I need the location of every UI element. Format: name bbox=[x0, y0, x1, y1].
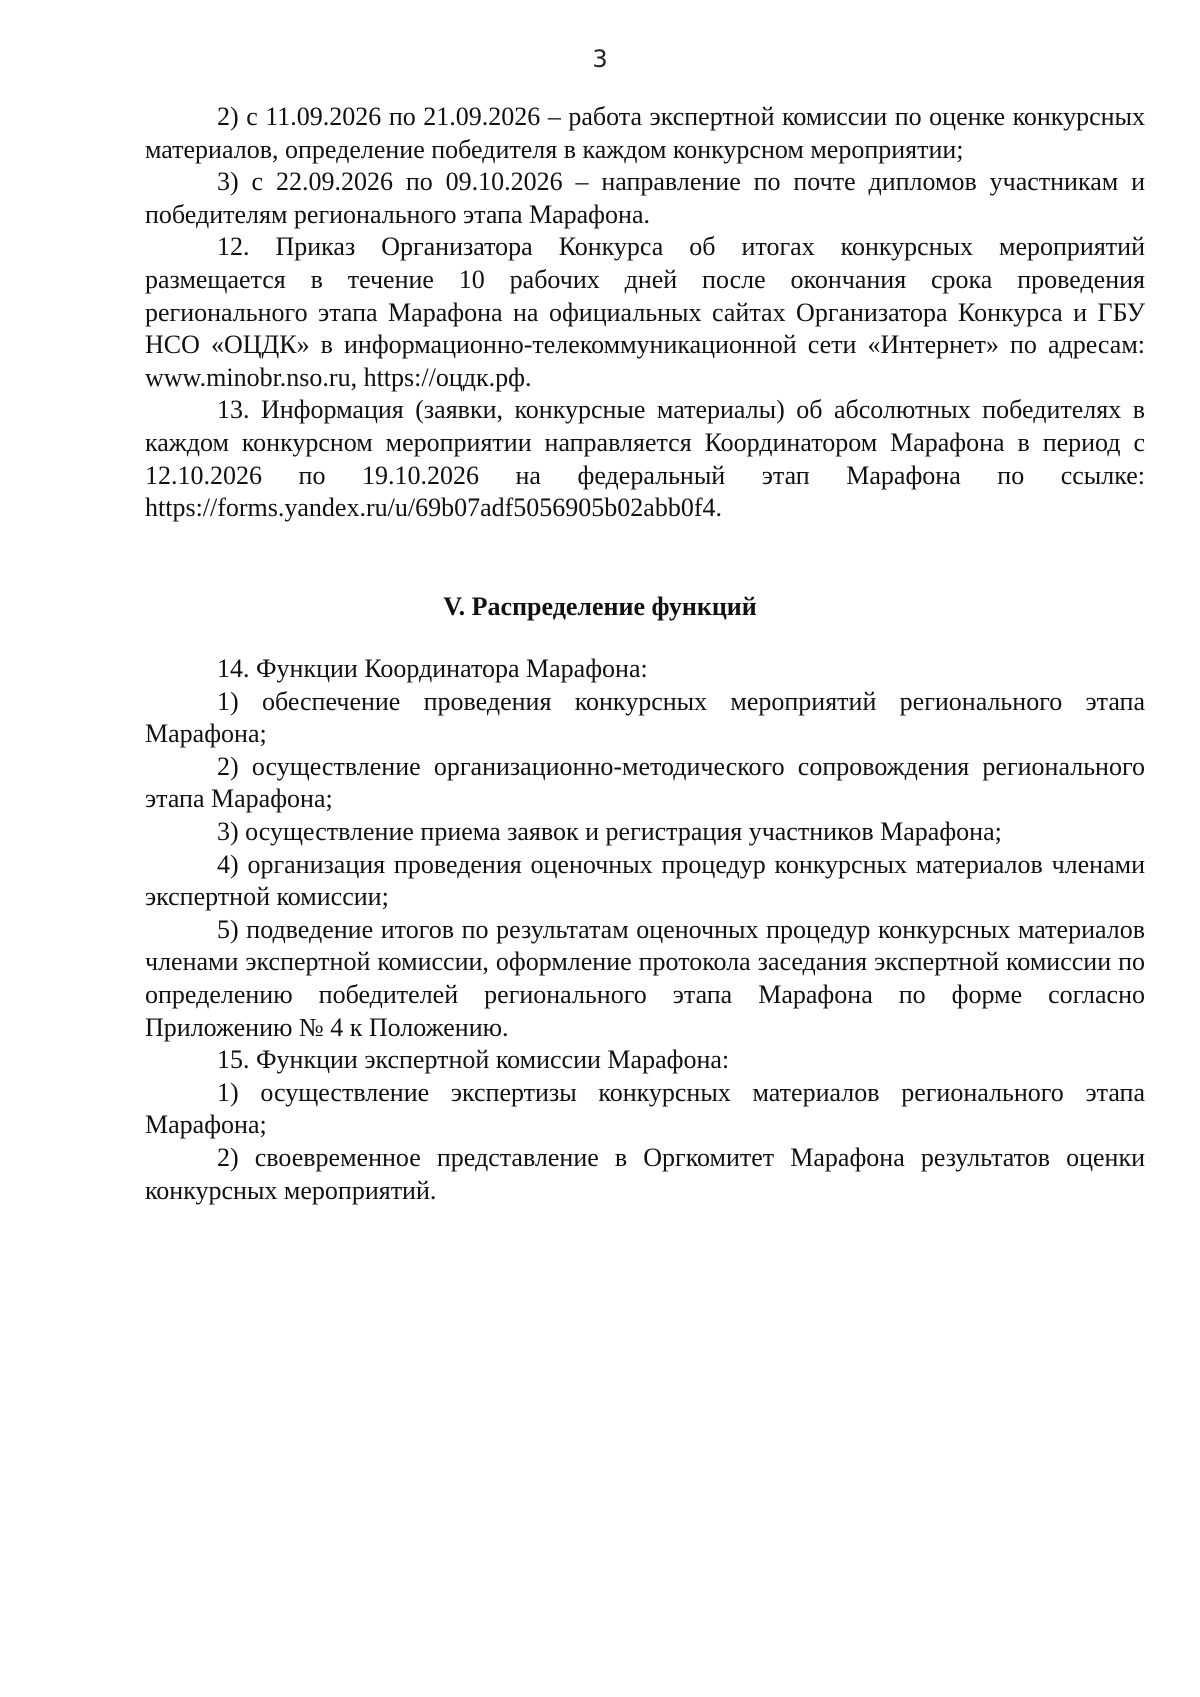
coordinator-function-5: 5) подведение итогов по результатам оценочных процедур конкурсных материалов членами экспертной комиссии, оформление протокола заседания экспертной комиссии по определению победителей регионального этапа Марафона по форме согласно Приложению № 4 к Положению. bbox=[145, 914, 1145, 1042]
paragraph-12-order-publication: 12. Приказ Организатора Конкурса об итогах конкурсных мероприятий размещается в течение 10 рабочих дней после окончания срока проведения регионального этапа Марафона на официальных сайтах Организатора Конкурса и ГБУ НСО «ОЦДК» в информационно-телекоммуникационной сети «Интернет» по адресам: www.minobr.nso.ru, https://оцдк.рф. bbox=[145, 232, 1145, 392]
bottom-text-block bbox=[145, 653, 1145, 1207]
top-text-block bbox=[145, 101, 1145, 525]
paragraph-item-3-schedule: 3) с 22.09.2026 по 09.10.2026 – направление по почте дипломов участникам и победителям регионального этапа Марафона. bbox=[145, 167, 1145, 229]
paragraph-13-federal-stage-info: 13. Информация (заявки, конкурсные материалы) об абсолютных победителях в каждом конкурсном мероприятии направляется Координатором Марафона в период с 12.10.2026 по 19.10.2026 на федеральный этап Марафона по ссылке: https://forms.yandex.ru/u/69b07adf5056905b02abb0f4. bbox=[145, 395, 1145, 523]
commission-function-2: 2) своевременное представление в Оргкомитет Марафона результатов оценки конкурсных мероприятий. bbox=[145, 1142, 1145, 1205]
coordinator-function-3: 3) осуществление приема заявок и регистрация участников Марафона; bbox=[217, 816, 1002, 846]
coordinator-function-2: 2) осуществление организационно-методического сопровождения регионального этапа Марафона; bbox=[145, 751, 1145, 814]
section-heading: V. Распределение функций bbox=[443, 592, 757, 621]
page-number: 3 bbox=[592, 45, 608, 73]
coordinator-function-4: 4) организация проведения оценочных процедур конкурсных материалов членами экспертной комиссии; bbox=[145, 849, 1145, 912]
coordinator-function-1: 1) обеспечение проведения конкурсных мероприятий регионального этапа Марафона; bbox=[145, 686, 1145, 749]
paragraph-item-2-schedule: 2) с 11.09.2026 по 21.09.2026 – работа экспертной комиссии по оценке конкурсных материалов, определение победителя в каждом конкурсном мероприятии; bbox=[145, 102, 1145, 164]
paragraph-14-coordinator-functions: 14. Функции Координатора Марафона: bbox=[217, 654, 648, 683]
paragraph-15-commission-functions: 15. Функции экспертной комиссии Марафона: bbox=[217, 1045, 730, 1075]
commission-function-1: 1) осуществление экспертизы конкурсных материалов регионального этапа Марафона; bbox=[145, 1077, 1145, 1140]
